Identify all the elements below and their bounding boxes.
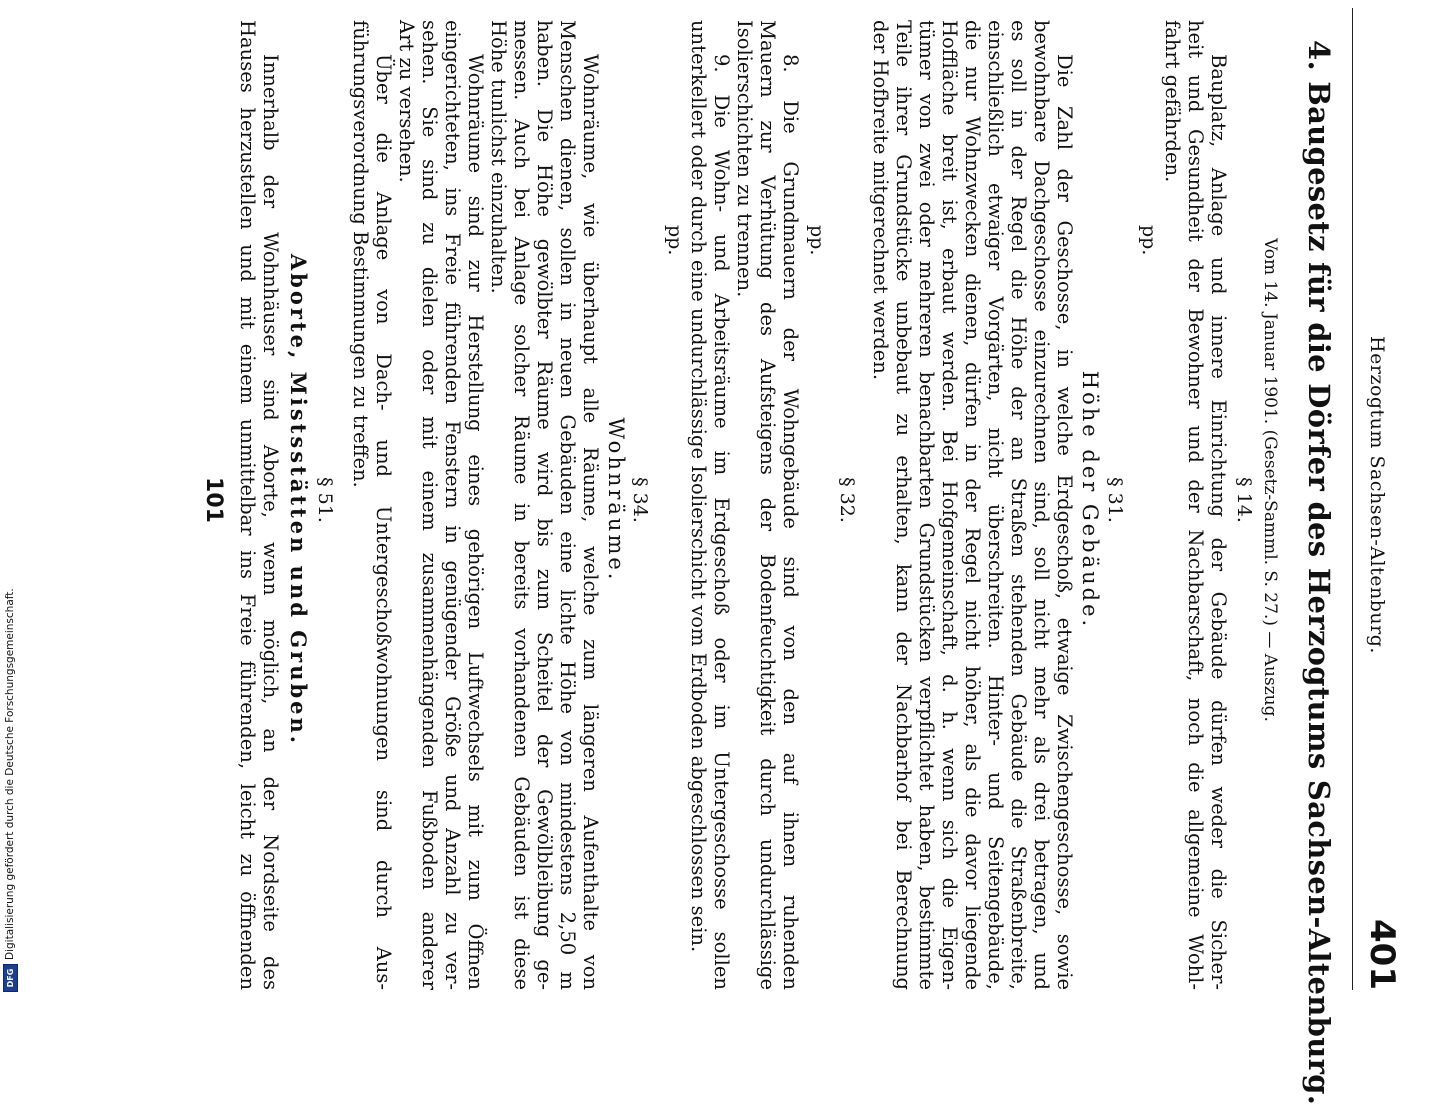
law-title: 4. Baugesetz für die Dörfer des Herzogtums Sachsen-Altenburg. xyxy=(1302,40,1336,1105)
section-51-line: Hauses herzustellen und mit einem unmittelbar ins Freie führenden, leicht zu öffnenden xyxy=(236,20,259,990)
section-31-line: bewohnbare Dachgeschosse einzurechnen sind, soll nicht mehr als drei betragen, und xyxy=(1030,20,1053,990)
section-34-line: Wohnräume sind zur Herstellung eines gehörigen Luftwechsels mit zum Öffnen xyxy=(464,54,487,990)
section-31-line: Teile ihrer Grundstücke unbebaut zu erhalten, kann der Nachbarhof bei Berechnung xyxy=(892,20,915,990)
section-34-line: sehen. Sie sind zu dielen oder mit einem zusammenhängenden Fußboden anderer xyxy=(418,20,441,990)
side-note xyxy=(2,2,18,992)
section-14-line: Bauplatz, Anlage und innere Einrichtung der Gebäude dürfen weder die Sicher- xyxy=(1207,54,1230,990)
footer-page-number: 101 xyxy=(201,477,226,523)
section-34-line: eingerichteten, ins Freie führenden Fenstern in genügender Größe und Anzahl zu ver- xyxy=(441,20,464,990)
section-32-line: Mauern zur Verhütung des Aufsteigens der Bodenfeuchtigkeit durch undurchlässige xyxy=(756,20,779,990)
section-34-line: Wohnräume, wie überhaupt alle Räume, welche zum längeren Aufenthalte von xyxy=(579,54,602,990)
dfg-logo: DFG xyxy=(3,964,18,992)
header-rule xyxy=(1352,8,1353,990)
section-31-heading: Höhe der Gebäude. xyxy=(1078,370,1102,630)
section-32-pp-top: pp. xyxy=(806,225,828,256)
section-14-line: fahrt gefährden. xyxy=(1161,20,1184,183)
section-34-line: Art zu versehen. xyxy=(395,20,418,183)
section-31-line: Hoffläche breit ist, erbaut werden. Bei Hofgemeinschaft, d. h. wenn sich die Eigen- xyxy=(938,20,961,990)
section-34-number: § 34. xyxy=(629,477,651,523)
section-32-line: 8. Die Grundmauern der Wohngebäude sind von den auf ihnen ruhenden xyxy=(779,54,802,990)
section-32-line: 9. Die Wohn- und Arbeitsräume im Erdgeschoß oder im Untergeschosse sollen xyxy=(710,54,733,990)
running-title: Herzogtum Sachsen-Altenburg. xyxy=(1366,336,1388,654)
page-number: 401 xyxy=(1362,919,1402,990)
section-31-line: einschließlich etwaiger Vorgärten, nicht überschreiten. Hinter- und Seitengebäude, xyxy=(984,20,1007,990)
section-32-line: unterkellert oder durch eine undurchlässige Isolierschicht vom Erdboden abgeschlossen sein. xyxy=(687,20,710,953)
rotated-page-content xyxy=(98,0,1402,1105)
section-31-line: Die Zahl der Geschosse, in welche Erdgeschoß, etwaige Zwischengeschosse, sowie xyxy=(1053,54,1076,990)
side-note-text: Digitalisierung gefördert durch die Deutsche Forschungsgemeinschaft. xyxy=(4,588,16,960)
section-34-line: haben. Die Höhe gewölbter Räume wird bis zum Scheitel der Gewölbleibung ge- xyxy=(533,20,556,990)
section-31-line: der Hofbreite mitgerechnet werden. xyxy=(869,20,892,381)
section-31-line: es soll in der Regel die Höhe der an Straßen stehenden Gebäude die Straßenbreite, xyxy=(1007,20,1030,990)
section-51-heading: Aborte, Mistsstätten und Gruben. xyxy=(286,253,311,747)
section-34-line: messen. Auch bei Anlage solcher Räume in bereits vorhandenen Gebäuden ist diese xyxy=(510,20,533,990)
section-32-line: Isolierschichten zu trennen. xyxy=(733,20,756,298)
section-34-line: Höhe tunlichst einzuhalten. xyxy=(487,20,510,294)
section-31-line: die nur Wohnzwecken dienen, dürfen in der Regel nicht höher, als die davor liegende xyxy=(961,20,984,990)
law-subtitle: Vom 14. Januar 1901. (Gesetz-Samml. S. 27.) — Auszug. xyxy=(1260,238,1280,722)
section-51-number: § 51. xyxy=(314,477,336,523)
section-34-line: Menschen dienen, sollen in neuen Gebäuden eine lichte Höhe von mindestens 2,50 m xyxy=(556,20,579,990)
section-14-pp: pp. xyxy=(1138,225,1160,256)
section-31-line: tümer von zwei oder mehreren benachbarten Grundstücken verpflichtet haben, bestimmte xyxy=(915,20,938,990)
section-32-pp-bottom: pp. xyxy=(664,225,686,256)
section-51-line: Innerhalb der Wohnhäuser sind Aborte, wenn möglich, an der Nordseite des xyxy=(259,54,282,990)
section-34-line: führungsverordnung Bestimmungen zu treffen. xyxy=(349,20,372,488)
section-34-heading: Wohnräume. xyxy=(604,417,628,583)
section-14-number: § 14. xyxy=(1233,477,1255,523)
section-14-line: heit und Gesundheit der Bewohner und der Nachbarschaft, noch die allgemeine Wohl- xyxy=(1184,20,1207,990)
section-31-number: § 31. xyxy=(1104,477,1126,523)
section-32-number: § 32. xyxy=(836,477,858,523)
section-34-line: Über die Anlage von Dach- und Untergeschoßwohnungen sind durch Aus- xyxy=(372,54,395,990)
